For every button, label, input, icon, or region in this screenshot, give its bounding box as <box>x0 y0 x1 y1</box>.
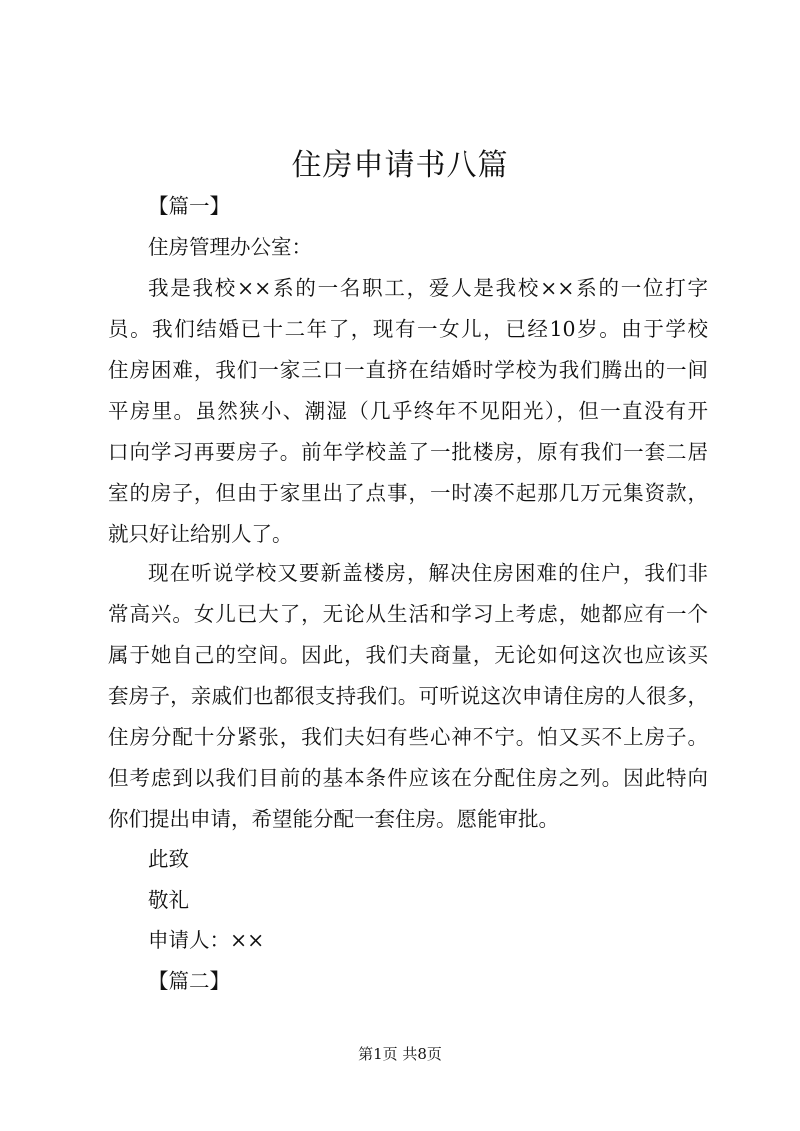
closing-line-2: 敬礼 <box>148 888 189 912</box>
paragraph-2-line: 常高兴。女儿已大了，无论从生活和学习上考虑，她都应有一个 <box>108 602 708 626</box>
paragraph-2-line: 你们提出申请，希望能分配一套住房。愿能审批。 <box>108 807 559 831</box>
paragraph-2-line: 现在听说学校又要新盖楼房，解决住房困难的住户，我们非 <box>148 561 708 585</box>
page-number-footer: 第1页 共8页 <box>358 1045 442 1063</box>
closing-line-1: 此致 <box>148 847 189 871</box>
paragraph-1-line: 平房里。虽然狭小、潮湿（几乎终年不见阳光），但一直没有开 <box>108 399 708 423</box>
paragraph-2-line: 住房分配十分紧张，我们夫妇有些心神不宁。怕又买不上房子。 <box>108 725 708 749</box>
document-title: 住房申请书八篇 <box>291 148 509 183</box>
paragraph-2-line: 套房子，亲戚们也都很支持我们。可听说这次申请住房的人很多， <box>108 684 708 708</box>
paragraph-2-line: 但考虑到以我们目前的基本条件应该在分配住房之列。因此特向 <box>108 766 708 790</box>
applicant-signature: 申请人：×× <box>148 928 265 952</box>
salutation: 住房管理办公室： <box>148 235 312 259</box>
paragraph-1-line: 住房困难，我们一家三口一直挤在结婚时学校为我们腾出的一间 <box>108 358 708 382</box>
section-heading-1: 【篇一】 <box>148 194 230 218</box>
paragraph-1-line: 室的房子，但由于家里出了点事，一时凑不起那几万元集资款， <box>108 481 708 505</box>
paragraph-1-line: 就只好让给别人了。 <box>108 522 293 546</box>
section-heading-2: 【篇二】 <box>148 969 230 993</box>
paragraph-1-line: 口向学习再要房子。前年学校盖了一批楼房，原有我们一套二居 <box>108 440 708 464</box>
paragraph-2-line: 属于她自己的空间。因此，我们夫商量，无论如何这次也应该买 <box>108 643 708 667</box>
paragraph-1-line: 员。我们结婚已十二年了，现有一女儿，已经10岁。由于学校 <box>108 317 708 341</box>
paragraph-1-line: 我是我校××系的一名职工，爱人是我校××系的一位打字 <box>148 276 708 300</box>
